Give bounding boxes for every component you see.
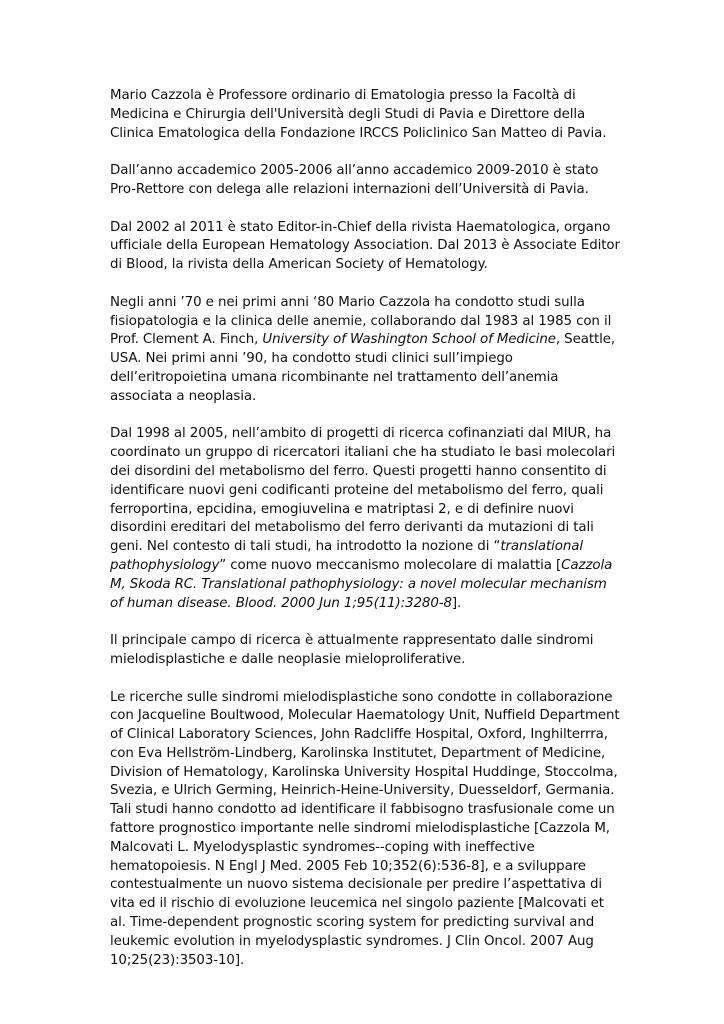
paragraph-text: , Seattle, USA. Nei primi anni ’90, ha condotto studi clinici sull’impiego dell’eritropoietina umana ricombinante nel trattamento dell’anemia associata a neoplasia. [110,332,616,404]
paragraph-iron-metabolism [110,425,620,613]
paragraph-pro-rector [110,162,620,200]
paragraph-italic-text: University of Washington School of Medicine [262,332,556,348]
paragraph-text: ]. [451,595,462,611]
paragraph-text: Dall’anno accademico 2005-2006 all’anno accademico 2009-2010 è stato Pro-Rettore con delega alle relazioni internazioni dell’Università di Pavia. [110,163,599,197]
paragraph-anemia-studies [110,294,620,407]
paragraph-text: Dal 1998 al 2005, nell’ambito di progetti di ricerca cofinanziati dal MIUR, ha coordinato un gruppo di ricercatori italiani che ha studiato le basi molecolari dei disordini del metabolismo del ferro. Questi progetti hanno consentito di identificare nuovi geni codificanti proteine del metabolismo del ferro, quali ferroportina, epcidina, emogiuvelina e matriptasi 2, e di definire nuovi disordini ereditari del metabolismo del ferro derivanti da mutazioni di tali geni. Nel contesto di tali studi, ha introdotto la nozione di “ [110,426,616,555]
paragraph-editor [110,219,620,275]
paragraph-research-field [110,632,620,670]
paragraph-italic-citation: Cazzola M, Skoda RC. Translational pathophysiology: a novel molecular mechanism of human disease. Blood. 2000 Jun 1;95(11):3280-8 [110,557,613,611]
paragraph-text: Le ricerche sulle sindromi mielodisplastiche sono condotte in collaborazione con Jacqueline Boultwood, Molecular Haematology Unit, Nuffield Department of Clinical Laboratory Sciences, John Radcliffe Hospital, Oxford, Inghilterrra, con Eva Hellström-Lindberg, Karolinska Institutet, Department of Medicine, Division of Hematology, Karolinska University Hospital Huddinge, Stoccolma, Svezia, e Ulrich Germing, Heinrich-Heine-University, Duesseldorf, Germania. Tali studi hanno condotto ad identificare il fabbisogno trasfusionale come un fattore prognostico importante nelle sindromi mielodisplastiche [Cazzola M, Malcovati L. Myelodysplastic syndromes--coping with ineffective hematopoiesis. N Engl J Med. 2005 Feb 10;352(6):536-8], e a sviluppare contestualmente un nuovo sistema decisionale per predire l’aspettativa di vita ed il rischio di evoluzione leucemica nel singolo paziente [Malcovati et al. Time-dependent prognostic scoring system for predicting survival and leukemic evolution in myelodysplastic syndromes. J Clin Oncol. 2007 Aug 10;25(23):3503-10]. [110,689,620,968]
paragraph-appointment [110,87,620,143]
paragraph-italic-text: translational pathophysiology [110,539,583,573]
paragraph-text: Il principale campo di ricerca è attualmente rappresentato dalle sindromi mielodisplastiche e dalle neoplasie mieloproliferative. [110,633,594,667]
paragraph-mds-research [110,689,620,971]
paragraph-text: Negli anni ’70 e nei primi anni ‘80 Mario Cazzola ha condotto studi sulla fisiopatologia e la clinica delle anemie, collaborando dal 1983 al 1985 con il Prof. Clement A. Finch, [110,294,612,348]
paragraph-text: Mario Cazzola è Professore ordinario di Ematologia presso la Facoltà di Medicina e Chirurgia dell'Università degli Studi di Pavia e Direttore della Clinica Ematologica della Fondazione IRCCS Policlinico San Matteo di Pavia. [110,88,607,141]
document-page [110,87,620,970]
paragraph-text: ” come nuovo meccanismo molecolare di malattia [ [219,557,562,573]
paragraph-text: Dal 2002 al 2011 è stato Editor-in-Chief della rivista Haematologica, organo ufficiale della European Hematology Association. Dal 2013 è Associate Editor di Blood, la rivista della American Society of Hematology. [110,219,620,273]
